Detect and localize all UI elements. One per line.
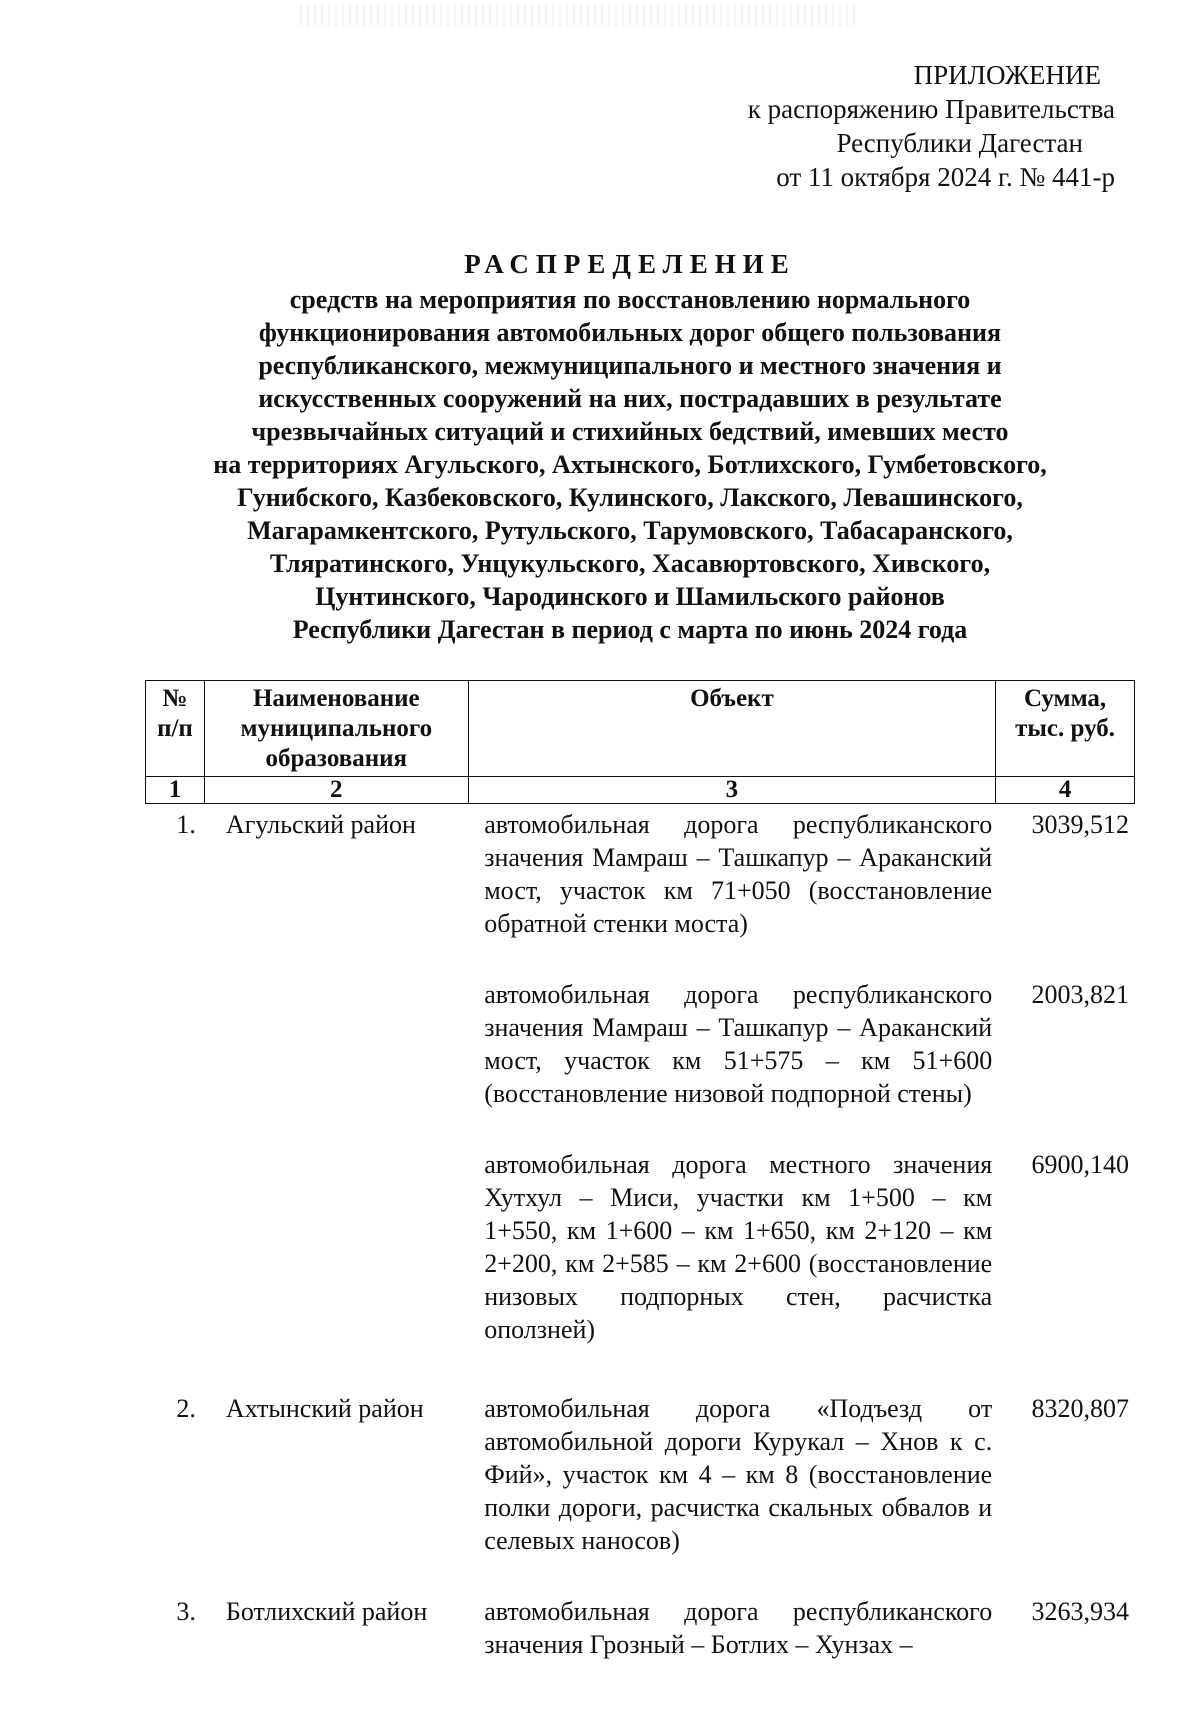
row-muni (206, 1148, 480, 1346)
scan-artifact (300, 4, 860, 26)
table-row (145, 978, 1135, 1110)
appendix-label: ПРИЛОЖЕНИЕ (913, 60, 1101, 90)
row-sum: 2003,821 (1031, 980, 1129, 1009)
row-num: 3. (176, 1597, 196, 1626)
header-sum: Сумма, тыс. руб. (996, 681, 1135, 777)
title-line: Гунибского, Казбековского, Кулинского, Лакского, Левашинского, (237, 483, 1023, 512)
col-number: 1 (146, 777, 205, 804)
appendix-republic: Республики Дагестан (836, 128, 1083, 158)
table-row (145, 1148, 1135, 1346)
col-number: 2 (204, 777, 468, 804)
title-line: Магарамкентского, Рутульского, Тарумовского, Табасаранского, (247, 516, 1013, 545)
row-muni: Ботлихский район (225, 1597, 428, 1626)
table-row (145, 1595, 1135, 1661)
row-num: 1. (176, 810, 196, 839)
header-object: Объект (468, 681, 995, 777)
distribution-table (145, 808, 1135, 1661)
title-line: чрезвычайных ситуаций и стихийных бедствий, имевших место (251, 417, 1009, 446)
document-title (140, 248, 1120, 646)
row-object: автомобильная дорога «Подъезд от автомобильной дороги Курукал – Хнов к с. Фий», участок км 4 – км 8 (восстановление полки дороги, расчистка скальных обвалов и селевых наносов) (484, 1394, 993, 1555)
row-num (145, 978, 206, 1110)
row-muni (206, 978, 480, 1110)
title-line: средств на мероприятия по восстановлению нормального (289, 285, 971, 314)
title-line: искусственных сооружений на них, пострадавших в результате (258, 384, 1002, 413)
appendix-header (695, 58, 1115, 194)
title-line: функционирования автомобильных дорог общего пользования (258, 318, 1002, 347)
row-num: 2. (176, 1394, 196, 1423)
row-object: автомобильная дорога республиканского значения Мамраш – Ташкапур – Араканский мост, участок км 51+575 – км 51+600 (восстановление низовой подпорной стены) (484, 980, 993, 1108)
row-sum: 3039,512 (1031, 810, 1129, 839)
title-main: РАСПРЕДЕЛЕНИЕ (464, 249, 796, 279)
col-number: 4 (996, 777, 1135, 804)
row-object: автомобильная дорога местного значения Хутхул – Миси, участки км 1+500 – км 1+550, км 1+600 – км 1+650, км 2+120 – км 2+200, км 2+585 – км 2+600 (восстановление низовых подпорных стен, расчистка оползней) (484, 1150, 993, 1344)
row-muni: Агульский район (225, 810, 416, 839)
col-number: 3 (468, 777, 995, 804)
row-object: автомобильная дорога республиканского значения Грозный – Ботлих – Хунзах – (484, 1597, 993, 1659)
appendix-decree: к распоряжению Правительства (747, 94, 1115, 124)
title-line: Республики Дагестан в период с марта по июнь 2024 года (292, 615, 968, 644)
title-line: Тляратинского, Унцукульского, Хасавюртовского, Хивского, (269, 549, 991, 578)
title-line: республиканского, межмуниципального и местного значения и (258, 351, 1002, 380)
title-line: на территориях Агульского, Ахтынского, Ботлихского, Гумбетовского, (213, 450, 1047, 479)
row-sum: 3263,934 (1031, 1597, 1129, 1626)
table-row (145, 808, 1135, 940)
title-line: Цунтинского, Чародинского и Шамильского районов (315, 582, 945, 611)
appendix-date: от 11 октября 2024 г. № 441-р (776, 162, 1115, 192)
row-object: автомобильная дорога республиканского значения Мамраш – Ташкапур – Араканский мост, участок км 71+050 (восстановление обратной стенки моста) (484, 810, 993, 938)
row-sum: 6900,140 (1031, 1150, 1129, 1179)
row-num (145, 1148, 206, 1346)
table-row (145, 1392, 1135, 1557)
row-muni: Ахтынский район (225, 1394, 424, 1423)
header-num: № п/п (146, 681, 205, 777)
header-muni: Наименование муниципального образования (204, 681, 468, 777)
row-sum: 8320,807 (1031, 1394, 1129, 1423)
table-header (145, 680, 1135, 804)
